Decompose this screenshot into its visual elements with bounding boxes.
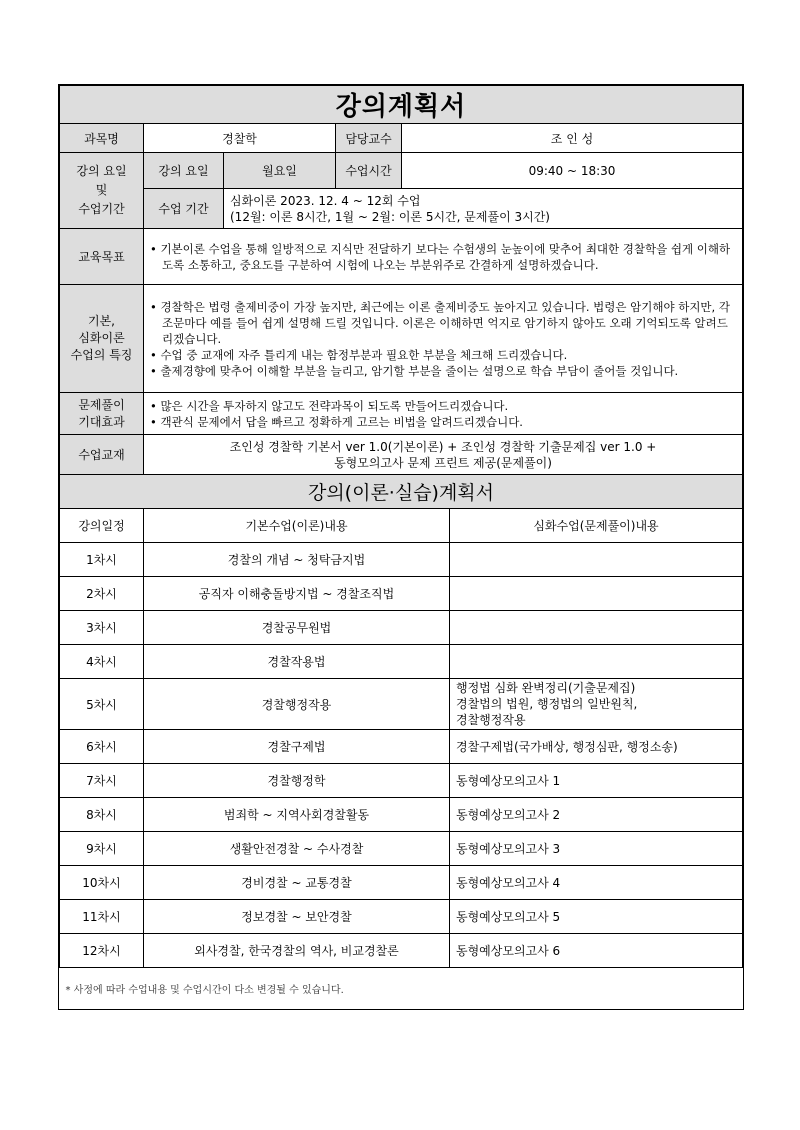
textbook-line-1: 조인성 경찰학 기본서 ver 1.0(기본이론) + 조인성 경찰학 기출문제집 ver 1.0 + <box>229 439 657 454</box>
time-label: 수업시간 <box>336 153 402 189</box>
advanced-content-cell: 동형예상모의고사 1 <box>450 764 743 798</box>
session-cell: 7차시 <box>60 764 144 798</box>
feature-item: • 수업 중 교재에 자주 틀리게 내는 함정부분과 필요한 부분을 체크해 드리겠습니다. <box>150 347 568 362</box>
session-header: 강의일정 <box>60 509 144 543</box>
session-cell: 11차시 <box>60 900 144 934</box>
basic-content-cell: 정보경찰 ~ 보안경찰 <box>144 900 450 934</box>
table-row <box>60 543 743 577</box>
instructor-name: 조 인 성 <box>402 124 743 153</box>
table-row <box>60 832 743 866</box>
textbook-content <box>144 435 743 475</box>
table-row <box>60 577 743 611</box>
effect-content <box>144 393 743 435</box>
session-plan-table <box>59 475 743 1009</box>
schedule-label: 강의 요일 및 수업기간 <box>60 153 144 229</box>
day-label: 강의 요일 <box>144 153 224 189</box>
course-info-table <box>59 85 743 475</box>
effect-item: • 객관식 문제에서 답을 빠르고 정확하게 고르는 비법을 알려드리겠습니다. <box>150 414 523 429</box>
basic-content-cell: 경찰공무원법 <box>144 611 450 645</box>
features-label: 기본, 심화이론 수업의 특징 <box>60 285 144 393</box>
document-title: 강의계획서 <box>60 86 743 124</box>
basic-content-cell: 경찰작용법 <box>144 645 450 679</box>
footnote: * 사정에 따라 수업내용 및 수업시간이 다소 변경될 수 있습니다. <box>65 985 344 996</box>
basic-content-cell: 경찰행정학 <box>144 764 450 798</box>
advanced-content-cell <box>450 611 743 645</box>
course-label: 과목명 <box>60 124 144 153</box>
basic-content-cell: 경찰의 개념 ~ 청탁금지법 <box>144 543 450 577</box>
session-cell: 9차시 <box>60 832 144 866</box>
advanced-content-cell: 경찰구제법(국가배상, 행정심판, 행정소송) <box>450 730 743 764</box>
lecture-plan-document <box>58 84 744 1010</box>
advanced-content-cell <box>450 543 743 577</box>
advanced-header: 심화수업(문제풀이)내용 <box>450 509 743 543</box>
session-cell: 8차시 <box>60 798 144 832</box>
basic-content-cell: 외사경찰, 한국경찰의 역사, 비교경찰론 <box>144 934 450 968</box>
table-row <box>60 645 743 679</box>
basic-content-cell: 범죄학 ~ 지역사회경찰활동 <box>144 798 450 832</box>
basic-content-cell: 생활안전경찰 ~ 수사경찰 <box>144 832 450 866</box>
features-content <box>144 285 743 393</box>
textbook-line-2: 동형모의고사 문제 프린트 제공(문제풀이) <box>334 455 552 470</box>
basic-content-cell: 공직자 이해충돌방지법 ~ 경찰조직법 <box>144 577 450 611</box>
session-cell: 2차시 <box>60 577 144 611</box>
effect-label: 문제풀이 기대효과 <box>60 393 144 435</box>
basic-content-cell: 경비경찰 ~ 교통경찰 <box>144 866 450 900</box>
period-line-1: 심화이론 2023. 12. 4 ~ 12회 수업 <box>230 193 421 208</box>
period-label: 수업 기간 <box>144 189 224 229</box>
basic-header: 기본수업(이론)내용 <box>144 509 450 543</box>
advanced-content-cell <box>450 577 743 611</box>
instructor-label: 담당교수 <box>336 124 402 153</box>
session-cell: 10차시 <box>60 866 144 900</box>
session-cell: 4차시 <box>60 645 144 679</box>
goal-item: • 기본이론 수업을 통해 일방적으로 지식만 전달하기 보다는 수험생의 눈높이에 맞추어 최대한 경찰학을 쉽게 이해하도록 소통하고, 중요도를 구분하여 시험에 나오는 부분위주로 간결하게 설명하겠습니다. <box>150 241 731 272</box>
feature-item: • 경찰학은 법령 출제비중이 가장 높지만, 최근에는 이론 출제비중도 높아지고 있습니다. 법령은 암기해야 하지만, 각 조문마다 예를 들어 쉽게 설명해 드릴 것입니다. 이론은 이해하면 억지로 암기하지 않아도 오래 기억되도록 알려드리겠습니다. <box>150 299 730 346</box>
table-row <box>60 730 743 764</box>
time-value: 09:40 ~ 18:30 <box>402 153 743 189</box>
goal-label: 교육목표 <box>60 229 144 285</box>
table-row <box>60 798 743 832</box>
table-row <box>60 900 743 934</box>
textbook-label: 수업교재 <box>60 435 144 475</box>
session-rows <box>60 543 743 968</box>
advanced-content-cell: 동형예상모의고사 2 <box>450 798 743 832</box>
table-row <box>60 611 743 645</box>
advanced-content-cell: 동형예상모의고사 4 <box>450 866 743 900</box>
feature-item: • 출제경향에 맞추어 이해할 부분을 늘리고, 암기할 부분을 줄이는 설명으로 학습 부담이 줄어들 것입니다. <box>150 363 679 378</box>
advanced-content-cell <box>450 645 743 679</box>
session-cell: 6차시 <box>60 730 144 764</box>
table-row <box>60 764 743 798</box>
effect-item: • 많은 시간을 투자하지 않고도 전략과목이 되도록 만들어드리겠습니다. <box>150 398 509 413</box>
course-name: 경찰학 <box>144 124 336 153</box>
goal-content <box>144 229 743 285</box>
basic-content-cell: 경찰구제법 <box>144 730 450 764</box>
plan-title: 강의(이론·실습)계획서 <box>60 475 743 509</box>
advanced-content-cell: 동형예상모의고사 6 <box>450 934 743 968</box>
advanced-content-cell: 행정법 심화 완벽정리(기출문제집) 경찰법의 법원, 행정법의 일반원칙, 경찰행정작용 <box>450 679 743 730</box>
advanced-content-cell: 동형예상모의고사 5 <box>450 900 743 934</box>
session-cell: 3차시 <box>60 611 144 645</box>
basic-content-cell: 경찰행정작용 <box>144 679 450 730</box>
advanced-content-cell: 동형예상모의고사 3 <box>450 832 743 866</box>
session-cell: 1차시 <box>60 543 144 577</box>
period-line-2: (12월: 이론 8시간, 1월 ~ 2월: 이론 5시간, 문제풀이 3시간) <box>230 209 550 224</box>
table-row <box>60 934 743 968</box>
session-cell: 12차시 <box>60 934 144 968</box>
period-value <box>224 189 743 229</box>
table-row <box>60 679 743 730</box>
day-value: 월요일 <box>224 153 336 189</box>
session-cell: 5차시 <box>60 679 144 730</box>
table-row <box>60 866 743 900</box>
